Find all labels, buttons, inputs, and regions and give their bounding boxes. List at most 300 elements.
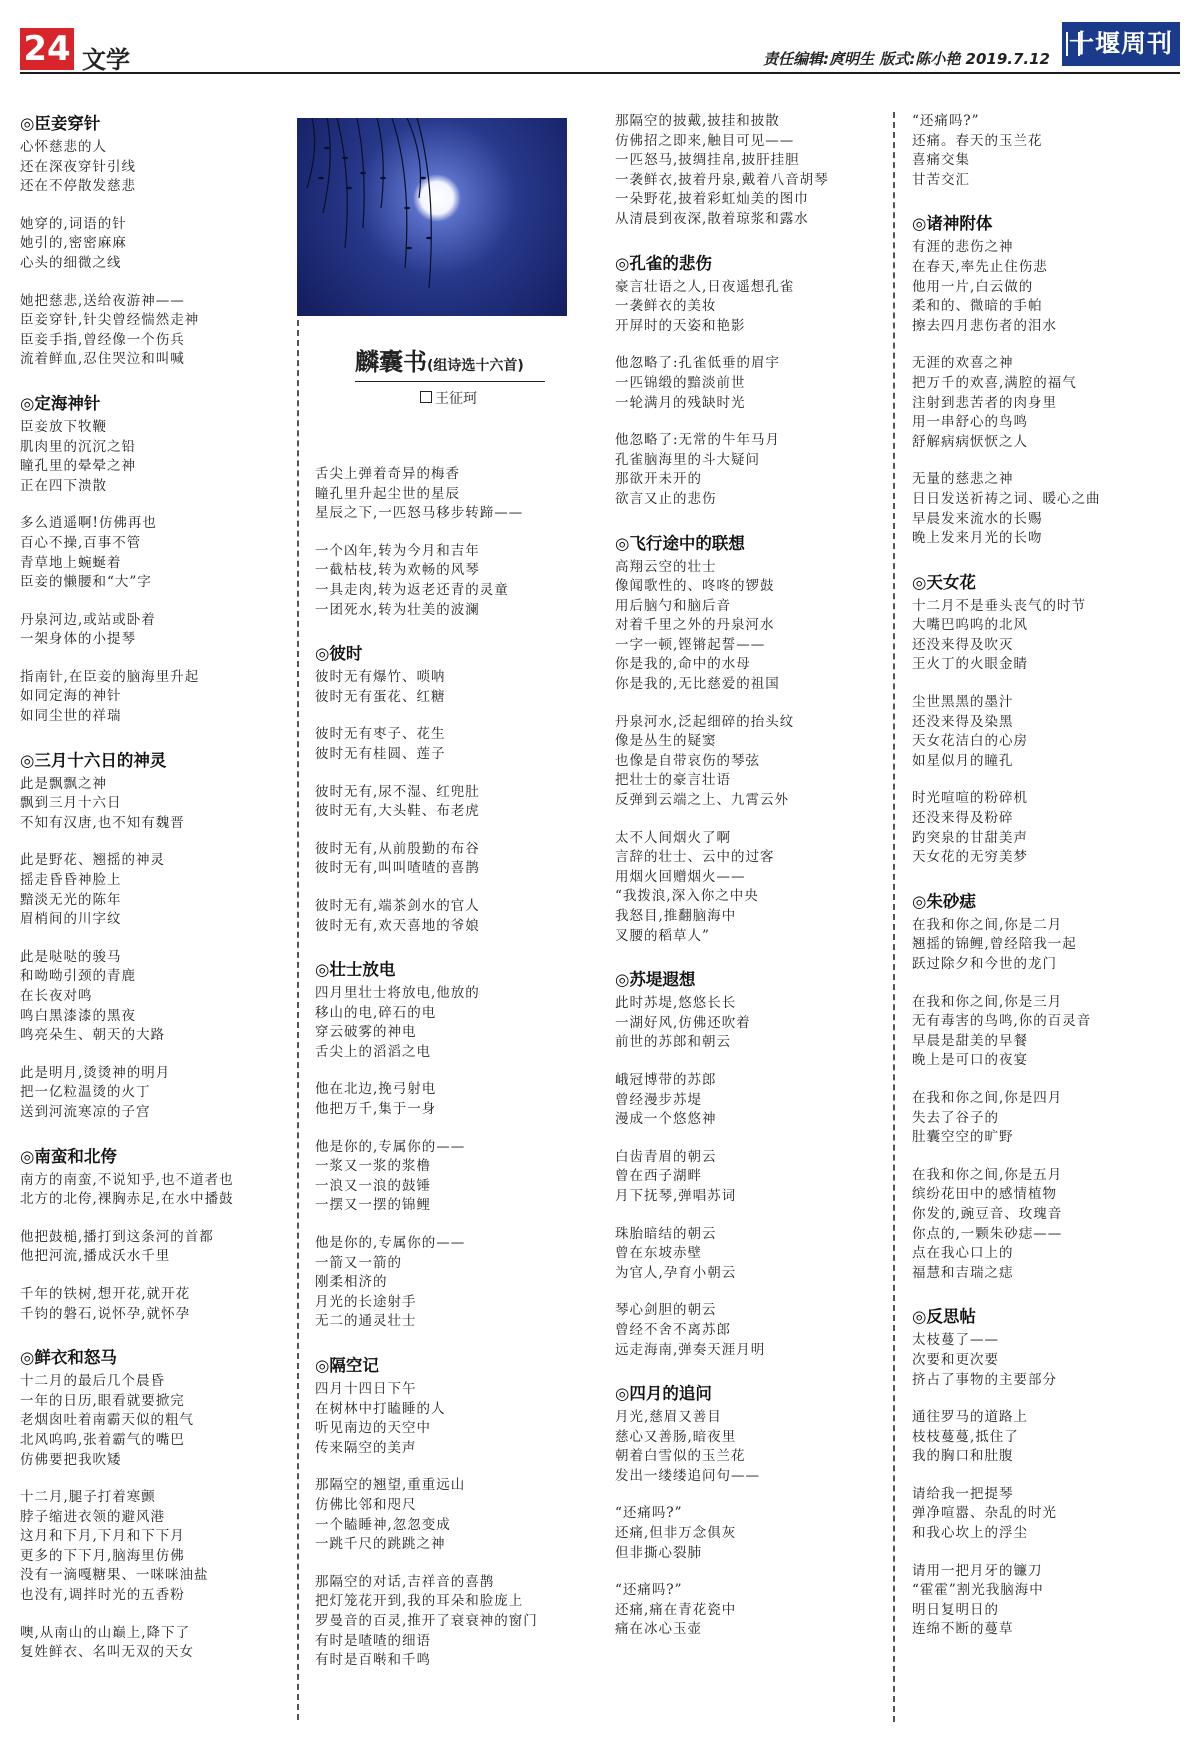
poem-line: 开屏时的天姿和艳影 [615, 317, 746, 334]
poem-line: 峨冠博带的苏郎 [615, 1071, 717, 1088]
poem [615, 532, 880, 947]
stanza [315, 1138, 575, 1216]
poem-line: 臣妾的懒腰和“大”字 [20, 574, 152, 591]
poem-line: 太枝蔓了—— [912, 1332, 999, 1349]
poem-line: 还痛,但非万念俱灰 [615, 1525, 737, 1542]
willow-branches-icon [297, 118, 567, 316]
poem-line: 他忽略了:无常的牛年马月 [615, 432, 781, 449]
poem-line: 流着鲜血,忍住哭泣和叫喊 [20, 351, 185, 368]
poem [315, 958, 575, 1332]
stanza [315, 897, 575, 936]
editor-credits: 责任编辑:庹明生 版式:陈小艳 2019.7.12 [763, 50, 1050, 68]
poem-line: 漫成一个悠悠神 [615, 1111, 717, 1128]
stanza [315, 725, 575, 764]
stanza [20, 292, 260, 370]
poem-line: 此是野花、翘摇的神灵 [20, 852, 165, 869]
poem-line: 白齿青眉的朝云 [615, 1148, 717, 1165]
poem-line: 柔和的、微暗的手帕 [912, 298, 1043, 315]
poem-title: ◎臣妾穿针 [20, 114, 101, 133]
poem-line: 月光的长途射手 [315, 1293, 417, 1310]
stanza [912, 789, 1172, 867]
poem-line: 一字一顿,铿锵起誓—— [615, 636, 766, 653]
poem-line: 把一亿粒温烫的火丁 [20, 1084, 151, 1101]
stanza [20, 1228, 260, 1267]
stanza [912, 238, 1172, 336]
poem-line: 瞳孔里的晕晕之神 [20, 458, 136, 475]
poem-line: 臣妾手指,曾经像一个伤兵 [20, 331, 185, 348]
poem-line: 用后脑勺和脑后音 [615, 597, 731, 614]
poem-line: 她穿的,词语的针 [20, 215, 127, 232]
poem-line: 请给我一把提琴 [912, 1485, 1014, 1502]
stanza [615, 1071, 880, 1130]
poem-line: 枝枝蔓蔓,抵住了 [912, 1428, 1019, 1445]
stanza [912, 916, 1172, 975]
stanza [315, 840, 575, 879]
stanza [912, 354, 1172, 452]
poem-line: 把壮士的豪言壮语 [615, 772, 731, 789]
series-title: 麟囊书 [355, 347, 427, 376]
poem-line: 一浆又一浆的浆橹 [315, 1158, 431, 1175]
poem-line: 曾在东坡赤壁 [615, 1245, 702, 1262]
poem-line: 连绵不断的蔓草 [912, 1621, 1014, 1638]
stanza [20, 1285, 260, 1324]
poem [912, 890, 1172, 1284]
poem-line: 刚柔相济的 [315, 1274, 388, 1291]
poem-line: 还痛。春天的玉兰花 [912, 132, 1043, 149]
poem [20, 1346, 260, 1663]
poem-line: 十二月的最后几个晨昏 [20, 1373, 165, 1390]
poem-line: 在长夜对鸣 [20, 988, 93, 1004]
stanza [912, 693, 1172, 771]
stanza [615, 829, 880, 947]
poem-line: 慈心又善肠,暗夜里 [615, 1428, 737, 1445]
series-subtitle: (组诗选十六首) [427, 358, 524, 374]
poem-line: 如同尘世的祥瑞 [20, 708, 122, 725]
poem-line: 还没来得及吹灭 [912, 636, 1014, 653]
poem [20, 392, 260, 727]
poem-line: 失去了谷子的 [912, 1109, 999, 1126]
series-title-block [355, 342, 555, 408]
poem-title: ◎定海神针 [20, 393, 101, 413]
poem-line: 天女花的无穷美梦 [912, 849, 1028, 866]
poem-line: 叉腰的稻草人” [615, 927, 710, 944]
stanza [615, 558, 880, 695]
poem-line: 在我和你之间,你是三月 [912, 993, 1063, 1010]
poem-line: 喜痛交集 [912, 152, 970, 169]
poem-line: 星辰之下,一匹怒马移步转蹄—— [315, 505, 524, 522]
poem-line: 还在不停散发慈悲 [20, 178, 136, 195]
poem-line: 他是你的,专属你的—— [315, 1138, 466, 1155]
poem-line: 用一串舒心的鸟鸣 [912, 414, 1028, 431]
poem-line: 一箭又一箭的 [315, 1254, 402, 1271]
poem-line: 和我心坎上的浮尘 [912, 1525, 1028, 1542]
poem-line: 早晨是甜美的早餐 [912, 1032, 1028, 1049]
poem-line: 一截枯枝,转为欢畅的风琴 [315, 562, 480, 579]
poem-line: 日日发送祈祷之词、暖心之曲 [912, 490, 1101, 507]
poem-line: 穿云破雾的神电 [315, 1024, 417, 1041]
poem-line: 鸣亮朵生、朝天的大路 [20, 1027, 165, 1044]
poem-line: 我的胸口和肚腹 [912, 1448, 1014, 1465]
poem-line: 晚上发来月光的长吻 [912, 530, 1043, 547]
poem-line: 次要和更次要 [912, 1351, 999, 1368]
poem-line: 肌肉里的沉沉之铅 [20, 438, 136, 455]
poem-line: 他把鼓槌,播打到这条河的首都 [20, 1228, 214, 1245]
poem-line: 那隔空的对话,吉祥音的喜鹊 [315, 1573, 495, 1590]
poem-line: 趵突泉的甘甜美声 [912, 829, 1028, 846]
poem-line: 甘苦交汇 [912, 171, 970, 188]
poem-line: 百心不操,百事不管 [20, 534, 142, 551]
poem-line: 还在深夜穿针引线 [20, 158, 136, 175]
stanza [20, 215, 260, 274]
poem-line: 我怒目,推翻脑海中 [615, 908, 737, 924]
poem-line: 用烟火回赠烟火—— [615, 868, 746, 885]
section-name: 文学 [82, 46, 130, 74]
poem-line: “我拨浪,深入你之中央 [615, 888, 759, 905]
stanza [615, 1301, 880, 1360]
poem-line: 青草地上蜿蜒着 [20, 554, 122, 571]
poem-line: 此是明月,烫烫神的明月 [20, 1064, 171, 1081]
poem-line: 心头的细微之线 [20, 254, 122, 271]
poem-line: 彼时无有枣子、花生 [315, 726, 446, 743]
poem-line: 也像是自带哀伤的琴弦 [615, 752, 760, 769]
stanza [615, 1408, 880, 1486]
poem-line: 琴心剑胆的朝云 [615, 1302, 717, 1319]
poem-line: 那欲开未开的 [615, 471, 702, 488]
poem-line: 一具走肉,转为返老还青的灵童 [315, 581, 509, 598]
poem-line: 一浪又一浪的鼓锤 [315, 1177, 431, 1194]
poem-line: 为官人,孕育小朝云 [615, 1264, 737, 1281]
poem-line: 曾经不舍不离苏郎 [615, 1321, 731, 1338]
poem-line: 他把河流,播成沃水千里 [20, 1248, 171, 1265]
poem [912, 212, 1172, 548]
poem-line: 正在四下溃散 [20, 477, 107, 494]
stanza [315, 1234, 575, 1332]
poem [20, 749, 260, 1123]
poem-line: 千钧的磐石,说怀孕,就怀孕 [20, 1305, 191, 1322]
poem-line: 尘世黑黑的墨汁 [912, 694, 1014, 711]
poem-line: 这月和下月,下月和下下月 [20, 1528, 185, 1545]
poem-line: 更多的下下月,脑海里仿佛 [20, 1547, 185, 1564]
poem-line: 没有一滴嘎糖果、一咪咪油盐 [20, 1567, 209, 1584]
stanza [315, 465, 575, 524]
poem-line: 明日复明日的 [912, 1601, 999, 1618]
poem-line: 在我和你之间,你是二月 [912, 916, 1063, 933]
poem-line: 丹泉河水,泛起细碎的抬头纹 [615, 713, 795, 730]
poem-line: 朝着白雪似的玉兰花 [615, 1448, 746, 1465]
stanza [20, 1624, 260, 1663]
poem-line: 点在我心口上的 [912, 1245, 1014, 1262]
poem-line: 一匹怒马,披绸挂帛,披肝挂胆 [615, 152, 800, 169]
column-divider [297, 320, 299, 1720]
poem-line: 移山的电,碎石的电 [315, 1004, 437, 1021]
poem-line: 无量的慈悲之神 [912, 471, 1014, 488]
poem-line: 臣妾放下牧鞭 [20, 418, 107, 435]
poem-line: 一团死水,转为壮美的波澜 [315, 601, 480, 618]
poem-line: 把万千的欢喜,满腔的福气 [912, 374, 1077, 391]
poem-line: 有时是百啭和千鸣 [315, 1652, 431, 1669]
poem-line: 她引的,密密麻麻 [20, 235, 127, 252]
poem-title: ◎南蛮和北侉 [20, 1146, 117, 1166]
poem-line: 还痛,痛在青花瓷中 [615, 1601, 737, 1618]
poem-line: 一湖好风,仿佛还吹着 [615, 1014, 751, 1031]
poem [615, 1382, 880, 1640]
poem-line: 彼时无有蛋花、红糖 [315, 688, 446, 705]
poem-line: “霍霍”割光我脑海中 [912, 1582, 1044, 1599]
poem-line: 把灯笼花开到,我的耳朵和脸庞上 [315, 1593, 524, 1610]
poem-line: 脖子缩进衣领的避风港 [20, 1508, 165, 1525]
poem-line: 早晨发来流水的长赐 [912, 510, 1043, 527]
poem-line: 四月十四日下午 [315, 1381, 417, 1397]
stanza [615, 994, 880, 1053]
author-name: 王征珂 [435, 391, 477, 407]
poem-line: 摇走昏昏神脸上 [20, 872, 122, 889]
poem-line: 像闻歌性的、咚咚的锣鼓 [615, 578, 775, 595]
poem-line: 彼时无有,从前殷勤的布谷 [315, 840, 480, 857]
poem-line: 在树林中打瞌睡的人 [315, 1400, 446, 1417]
stanza [912, 1331, 1172, 1390]
poem-line: 一个瞌睡神,忽忽变成 [315, 1516, 451, 1533]
poem-line: 一架身体的小提琴 [20, 631, 136, 648]
poem-line: 珠胎暗结的朝云 [615, 1225, 717, 1242]
poem-line: “还痛吗?” [615, 1505, 683, 1522]
poem [912, 571, 1172, 868]
stanza [912, 1166, 1172, 1284]
poem-line: 千年的铁树,想开花,就开花 [20, 1285, 191, 1302]
poem-line: 你发的,豌豆音、玫瑰音 [912, 1205, 1063, 1222]
column-2 [315, 465, 575, 1693]
stanza [20, 418, 260, 496]
poem [615, 968, 880, 1360]
poem-title: ◎朱砂痣 [912, 891, 976, 911]
stanza [20, 138, 260, 197]
stanza [912, 1485, 1172, 1544]
poem-title: ◎壮士放电 [315, 960, 396, 980]
stanza [20, 948, 260, 1046]
poem-line: “还痛吗?” [615, 1582, 683, 1599]
column-divider [893, 112, 895, 1722]
poem-line: 像是丛生的疑窦 [615, 733, 717, 750]
stanza [912, 597, 1172, 675]
poem-line: 听见南边的天空中 [315, 1420, 431, 1437]
poem-line: 送到河流寒凉的子宫 [20, 1103, 151, 1120]
poem-line: 彼时无有,欢天喜地的爷娘 [315, 917, 480, 934]
stanza [912, 112, 1172, 190]
poem-line: 飘到三月十六日 [20, 795, 122, 812]
poem-title: ◎鲜衣和怒马 [20, 1348, 117, 1368]
author-line [355, 388, 555, 408]
stanza [315, 1476, 575, 1554]
stanza [20, 1064, 260, 1123]
stanza [912, 470, 1172, 548]
poem-line: 无二的通灵壮士 [315, 1313, 417, 1330]
stanza [20, 1488, 260, 1606]
poem [912, 1305, 1172, 1640]
poem-line: 仿佛招之即来,触目可见—— [615, 132, 795, 149]
poem-line: 南方的南蛮,不说知乎,也不道者也 [20, 1171, 234, 1188]
poem [315, 1354, 575, 1671]
masthead-logo [1062, 22, 1180, 66]
poem-line: 在我和你之间,你是五月 [912, 1166, 1063, 1183]
poem-line: 彼时无有,端茶剑水的官人 [315, 897, 480, 914]
poem-line: 通往罗马的道路上 [912, 1409, 1028, 1426]
poem-title: ◎三月十六日的神灵 [20, 750, 167, 770]
poem-line: 一跳千尺的跳跳之神 [315, 1536, 446, 1553]
poem-line: 北风呜呜,张着霸气的嘴巴 [20, 1431, 185, 1448]
poem-line: 罗曼音的百灵,推开了衰衰神的窗门 [315, 1612, 538, 1629]
poem-line: 仿佛要把我吹矮 [20, 1451, 122, 1468]
stanza [615, 112, 880, 230]
poem-line: 她把慈悲,送给夜游神—— [20, 292, 185, 309]
poem-line: 他是你的,专属你的—— [315, 1235, 466, 1252]
poem-line: 无涯的欢喜之神 [912, 355, 1014, 372]
poem-line: 一摆又一摆的锦鲤 [315, 1197, 431, 1214]
poem-line: 福慧和吉瑞之痣 [912, 1264, 1014, 1281]
poem-line: 他在北边,挽弓射电 [315, 1081, 437, 1098]
poem-line: 彼时无有爆竹、唢呐 [315, 669, 446, 686]
poem-line: 翘摇的锦鲤,曾经陪我一起 [912, 936, 1077, 953]
poem-line: 擦去四月悲伤者的泪水 [912, 317, 1057, 334]
stanza [615, 1504, 880, 1563]
poem-line: 彼时无有桂圆、莲子 [315, 745, 446, 762]
poem-line: 还没来得及粉碎 [912, 810, 1014, 827]
poem-line: 舌尖上弹着奇异的梅香 [315, 466, 460, 482]
poem-line: 彼时无有,尿不湿、红兜肚 [315, 783, 480, 800]
poem-line: 高翔云空的壮士 [615, 558, 717, 575]
poem-line: 一匹锦缎的黯淡前世 [615, 374, 746, 391]
poem-line: 发出一缕缕追问句—— [615, 1467, 760, 1484]
poem-line: 多么逍遥啊!仿佛再也 [20, 515, 157, 532]
poem [20, 1145, 260, 1325]
stanza [615, 431, 880, 509]
column-3 [615, 112, 880, 1662]
poem-line: 你是我的,无比慈爱的祖国 [615, 676, 780, 693]
poem-line: 指南针,在臣妾的脑海里升起 [20, 668, 200, 685]
masthead-tag-icon [1066, 32, 1080, 56]
poem-title: ◎飞行途中的联想 [615, 533, 745, 553]
page-number: 24 [20, 28, 74, 70]
poem-line: 欲言又止的悲伤 [615, 490, 717, 507]
poem-line: 和呦呦引颈的青鹿 [20, 968, 136, 985]
poem-line: 黯淡无光的陈年 [20, 891, 122, 908]
stanza [315, 984, 575, 1062]
poem-line: 北方的北侉,裸胸赤足,在水中播鼓 [20, 1191, 234, 1208]
poem-line: 言辞的壮士、云中的过客 [615, 849, 775, 866]
stanza [615, 278, 880, 337]
stanza [315, 783, 575, 822]
stanza [615, 354, 880, 413]
stanza [615, 1225, 880, 1284]
poem-line: 跃过除夕和今世的龙门 [912, 956, 1057, 972]
poem-line: 仿佛比邻和咫尺 [315, 1496, 417, 1513]
poem-line: 肚囊空空的旷野 [912, 1129, 1014, 1146]
page-header [20, 22, 1180, 72]
poem-line: 那隔空的披戴,披挂和披散 [615, 113, 780, 129]
stanza [315, 542, 575, 620]
poem-line: 王火丁的火眼金睛 [912, 656, 1028, 673]
poem-line: 心怀慈悲的人 [20, 139, 107, 155]
poem-title: ◎苏堤遐想 [615, 970, 696, 990]
poem [615, 252, 880, 510]
poem-line: 孔雀脑海里的斗大疑问 [615, 451, 760, 468]
poem-line: 在春天,率先止住伤悲 [912, 258, 1048, 275]
poem-line: 复姓鲜衣、名叫无双的天女 [20, 1644, 194, 1661]
poem-line: 瞳孔里升起尘世的星辰 [315, 485, 460, 502]
poem-title: ◎隔空记 [315, 1356, 379, 1375]
poem-line: 十二月,腿子打着寒颤 [20, 1489, 156, 1506]
stanza [20, 1372, 260, 1470]
poem-title: ◎天女花 [912, 572, 976, 592]
poem-line: 此时苏堤,悠悠长长 [615, 995, 737, 1012]
stanza [20, 1171, 260, 1210]
poem-line: 一袭鲜衣,披着丹泉,戴着八音胡琴 [615, 171, 829, 188]
poem-line: 他忽略了:孔雀低垂的眉宇 [615, 355, 781, 372]
poem-line: 一个凶年,转为今月和吉年 [315, 542, 480, 559]
stanza [315, 668, 575, 707]
author-box-icon [420, 391, 432, 403]
poem [315, 465, 575, 620]
column-4 [912, 112, 1172, 1662]
poem-line: 天女花洁白的心房 [912, 733, 1028, 750]
poem-line: 从清晨到夜深,散着琼浆和露水 [615, 210, 809, 227]
poem [615, 112, 880, 230]
poem-line: 不知有汉唐,也不知有魏晋 [20, 814, 185, 831]
poem-line: 请用一把月牙的镰刀 [912, 1562, 1043, 1579]
series-title-rule [355, 381, 545, 382]
poem-line: 在我和你之间,你是四月 [912, 1089, 1063, 1106]
poem-line: 你点的,一颗朱砂痣—— [912, 1225, 1063, 1242]
poem-line: 此是哒哒的骏马 [20, 948, 122, 965]
poem-line: 月下抚琴,弹唱苏词 [615, 1187, 737, 1204]
poem-line: 彼时无有,大头鞋、布老虎 [315, 803, 480, 820]
column-1 [20, 112, 260, 1685]
poem-line: 你是我的,命中的水母 [615, 656, 751, 673]
poem-line: 弹净喧嚣、杂乱的时光 [912, 1505, 1057, 1522]
stanza [615, 1581, 880, 1640]
poem-line: 前世的苏郎和朝云 [615, 1034, 731, 1051]
poem-line: 眉梢间的川字纹 [20, 911, 122, 928]
stanza [912, 1562, 1172, 1640]
poem-line: 舌尖上的滔滔之电 [315, 1043, 431, 1060]
poem-line: 豪言壮语之人,日夜遥想孔雀 [615, 278, 795, 295]
poem-line: 舒解病病恹恹之人 [912, 433, 1028, 450]
poem-line: 晚上是可口的夜宴 [912, 1052, 1028, 1069]
poem-line: 太不人间烟火了啊 [615, 829, 731, 846]
poem-title: ◎彼时 [315, 644, 363, 664]
stanza [912, 1408, 1172, 1467]
poem-line: 一轮满月的残缺时光 [615, 394, 746, 411]
stanza [615, 713, 880, 811]
poem-line: 噢,从南山的山巅上,降下了 [20, 1624, 191, 1641]
masthead-text: 十堰周刊 [1068, 29, 1173, 58]
poem-line: 鸣白黑漆漆的黑夜 [20, 1007, 136, 1024]
poem-line: 一袭鲜衣的美妆 [615, 298, 717, 315]
poem-line: 一朵野花,披着彩虹灿美的图巾 [615, 191, 809, 208]
poem-title: ◎反思帖 [912, 1307, 976, 1327]
poem [912, 112, 1172, 190]
poem [315, 642, 575, 936]
poem-line: 老烟囱吐着南霸天似的粗气 [20, 1412, 194, 1429]
poem-title: ◎诸神附体 [912, 214, 993, 234]
poem-title: ◎孔雀的悲伤 [615, 253, 712, 273]
poem-line: 注射到悲苦者的肉身里 [912, 394, 1057, 411]
poem-line: 一年的日历,眼看就要掀完 [20, 1392, 185, 1409]
stanza [912, 1089, 1172, 1148]
poem-line: 无有毒害的鸟鸣,你的百灵音 [912, 1013, 1092, 1030]
poem-line: 丹泉河边,或站或卧着 [20, 611, 156, 628]
poem-line: 臣妾穿针,针尖曾经惴然走神 [20, 312, 200, 329]
poem-line: 大嘴巴呜呜的北风 [912, 617, 1028, 634]
poem-line: 反弹到云端之上、九霄云外 [615, 792, 789, 809]
